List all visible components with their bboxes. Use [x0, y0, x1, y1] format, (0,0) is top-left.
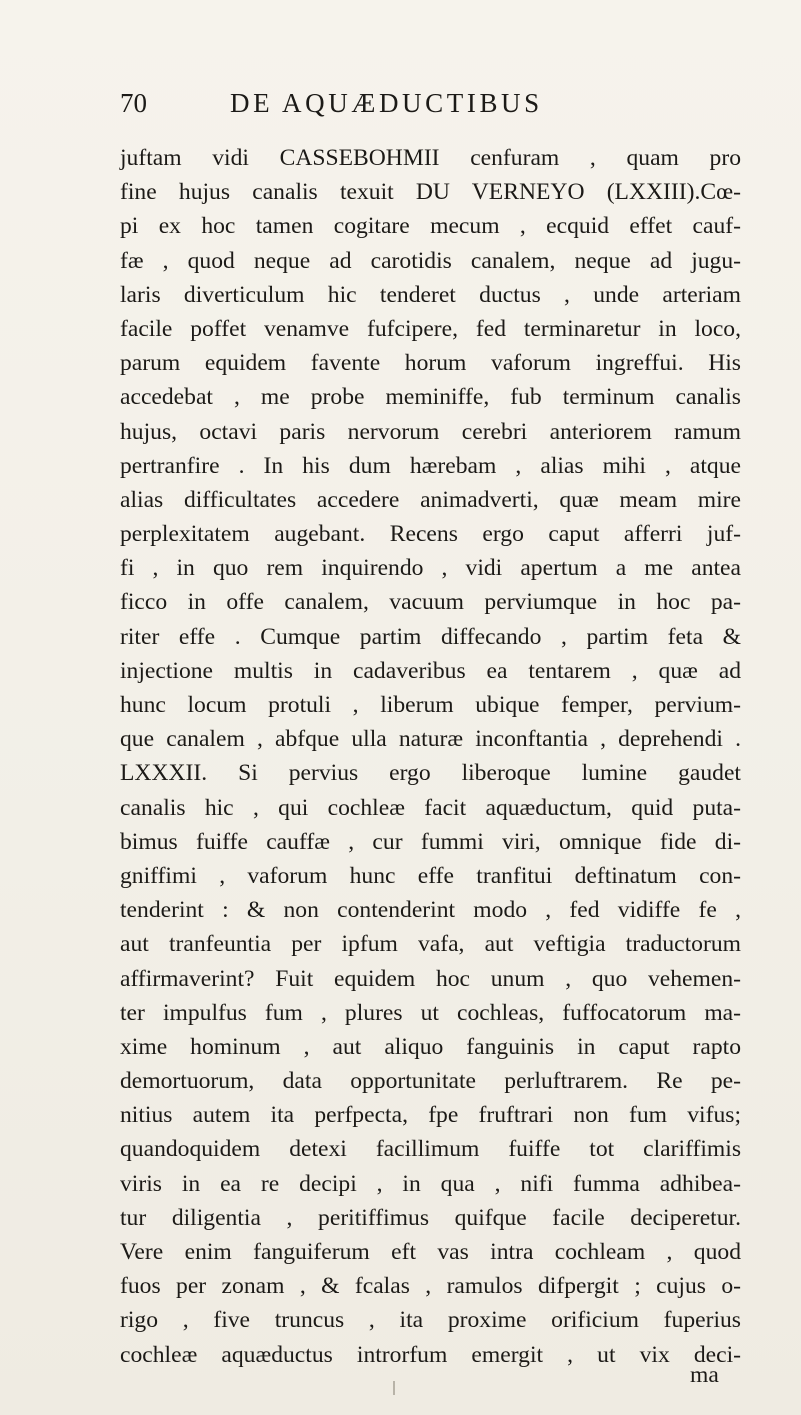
- text-line: accedebat , me probe meminiffe, fub terminum canalis: [120, 384, 741, 411]
- text-line: que canalem , abfque ulla naturæ inconftantia , deprehendi .: [120, 726, 741, 753]
- text-line: tur diligentia , peritiffimus quifque facile deciperetur.: [120, 1204, 741, 1231]
- page-number: 70: [120, 88, 147, 118]
- text-line: hujus, octavi paris nervorum cerebri anteriorem ramum: [120, 418, 741, 445]
- text-line: riter effe . Cumque partim diffecando , partim feta &: [120, 623, 741, 650]
- text-line: Vere enim fanguiferum eft vas intra cochleam , quod: [120, 1239, 741, 1265]
- body-text: [120, 141, 741, 1372]
- text-line: fuos per zonam , & fcalas , ramulos difpergit ; cujus o-: [120, 1273, 741, 1300]
- text-line: facile poffet venamve fufcipere, fed terminaretur in loco,: [120, 315, 741, 342]
- text-line: alias difficultates accedere animadverti, quæ meam mire: [120, 486, 741, 513]
- text-line: pi ex hoc tamen cogitare mecum , ecquid effet cauf-: [120, 213, 741, 240]
- paper-mark: [393, 1381, 395, 1395]
- text-line: gniffimi , vaforum hunc effe tranfitui deftinatum con-: [120, 862, 741, 889]
- text-line: LXXXII. Si pervius ergo liberoque lumine gaudet: [120, 760, 741, 787]
- text-line: tenderint : & non contenderint modo , fed vidiffe fe ,: [120, 897, 741, 924]
- text-line: demortuorum, data opportunitate perluftrarem. Re pe-: [120, 1068, 741, 1095]
- text-line: fæ , quod neque ad carotidis canalem, neque ad jugu-: [120, 247, 741, 274]
- text-line: injectione multis in cadaveribus ea tentarem , quæ ad: [120, 657, 741, 684]
- text-line: parum equidem favente horum vaforum ingreffui. His: [120, 350, 741, 377]
- text-line: hunc locum protuli , liberum ubique femper, pervium-: [120, 692, 741, 718]
- text-line: xime hominum , aut aliquo fanguinis in caput rapto: [120, 1033, 741, 1060]
- text-line: aut tranfeuntia per ipfum vafa, aut veftigia traductorum: [120, 931, 741, 958]
- text-line: affirmaverint? Fuit equidem hoc unum , quo vehemen-: [120, 965, 741, 992]
- text-line: fi , in quo rem inquirendo , vidi apertum a me antea: [120, 555, 741, 582]
- catchword: ma: [690, 1362, 719, 1388]
- text-line: juftam vidi CASSEBOHMII cenfuram , quam pro: [120, 145, 741, 171]
- text-line: fine hujus canalis texuit DU VERNEYO (LXXIII).Cœ-: [120, 179, 741, 206]
- running-head: DE AQUÆDUCTIBUS: [230, 88, 543, 118]
- text-line: canalis hic , qui cochleæ facit aquæductum, quid puta-: [120, 794, 741, 821]
- text-line: nitius autem ita perfpecta, fpe fruftrari non fum vifus;: [120, 1102, 741, 1129]
- text-line: perplexitatem augebant. Recens ergo caput afferri juf-: [120, 521, 741, 548]
- text-line: rigo , five truncus , ita proxime orificium fuperius: [120, 1307, 741, 1334]
- text-line: ficco in offe canalem, vacuum perviumque in hoc pa-: [120, 589, 741, 616]
- text-line: cochleæ aquæductus introrfum emergit , ut vix deci-: [120, 1341, 741, 1368]
- page-header: [120, 88, 740, 128]
- text-line: bimus fuiffe cauffæ , cur fummi viri, omnique fide di-: [120, 828, 741, 855]
- text-line: ter impulfus fum , plures ut cochleas, fuffocatorum ma-: [120, 999, 741, 1026]
- text-line: quandoquidem detexi facillimum fuiffe tot clariffimis: [120, 1136, 741, 1163]
- text-line: viris in ea re decipi , in qua , nifi fumma adhibea-: [120, 1170, 741, 1197]
- text-line: laris diverticulum hic tenderet ductus , unde arteriam: [120, 281, 741, 308]
- text-line: pertranfire . In his dum hærebam , alias mihi , atque: [120, 452, 741, 479]
